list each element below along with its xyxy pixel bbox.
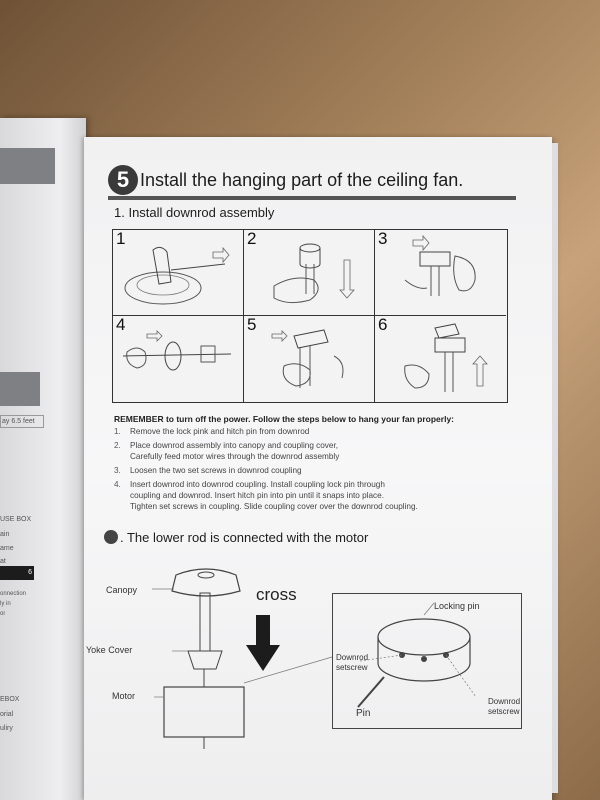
step-index-3: 3.	[114, 466, 121, 475]
left-page	[0, 118, 86, 800]
step-4-line-1: Insert downrod into downrod coupling. Install coupling lock pin through	[130, 480, 385, 489]
left-text-at: at	[0, 558, 6, 565]
subsection-title-downrod: 1. Install downrod assembly	[114, 205, 275, 220]
left-text-ain: ain	[0, 531, 10, 538]
right-page	[84, 137, 552, 800]
step-cell-number: 1	[116, 229, 126, 248]
downrod-setscrew-left-label-2: setscrew	[336, 663, 368, 672]
downrod-setscrew-right-label-2: setscrew	[488, 707, 520, 716]
step-index-4: 4.	[114, 480, 121, 489]
left-section-band	[0, 372, 40, 406]
left-text-or: or	[0, 611, 6, 617]
step-2-line-1: Place downrod assembly into canopy and coupling cover,	[130, 441, 338, 450]
pin-label: Pin	[356, 708, 371, 719]
subsection-title-lower-rod: . The lower rod is connected with the motor	[120, 530, 369, 545]
left-text-height: ay 6.5 feet	[0, 415, 44, 428]
step-cell-number: 2	[247, 229, 257, 248]
step-1-line-1: Remove the lock pink and hitch pin from downrod	[130, 427, 310, 436]
left-text-orial: orial	[0, 711, 14, 718]
left-text-lyin: ly in	[0, 601, 11, 607]
left-text-uliry: uliry	[0, 725, 13, 732]
locking-pin-label: Locking pin	[434, 601, 480, 611]
left-header-band	[0, 148, 55, 184]
step-number-badge: 5	[108, 165, 138, 195]
step-2-line-2: Carefully feed motor wires through the downrod assembly	[130, 452, 340, 461]
motor-label: Motor	[112, 691, 136, 701]
section-title: Install the hanging part of the ceiling fan.	[140, 170, 464, 190]
left-text-ame: ame	[0, 545, 14, 552]
yoke-cover-label: Yoke Cover	[86, 645, 133, 655]
left-text-connection: onnection	[0, 591, 27, 597]
step-cell-number: 5	[247, 315, 257, 334]
cross-label: cross	[256, 585, 297, 604]
downrod-setscrew-right-label-1: Downrod	[488, 697, 521, 706]
step-cell-number: 3	[378, 229, 388, 248]
page-edge	[552, 143, 558, 793]
step-index-1: 1.	[114, 427, 121, 436]
canopy-label: Canopy	[106, 585, 138, 595]
left-tag: 6	[0, 566, 34, 580]
step-cell-number: 4	[116, 315, 126, 334]
downrod-setscrew-left-label-1: Downrod	[336, 653, 369, 662]
step-4-line-3: Tighten set screws in coupling. Slide coupling cover over the downrod coupling.	[130, 502, 418, 511]
step-4-line-2: coupling and downrod. Insert hitch pin into pin until it snaps into place.	[130, 491, 384, 500]
left-text-fusebox: USE BOX	[0, 516, 32, 523]
left-text-ebox: EBOX	[0, 696, 20, 703]
remember-note: REMEMBER to turn off the power. Follow the steps below to hang your fan properly:	[114, 414, 455, 424]
step-3-line-1: Loosen the two set screws in downrod coupling	[130, 466, 302, 475]
step-index-2: 2.	[114, 441, 121, 450]
step-cell-number: 6	[378, 315, 388, 334]
